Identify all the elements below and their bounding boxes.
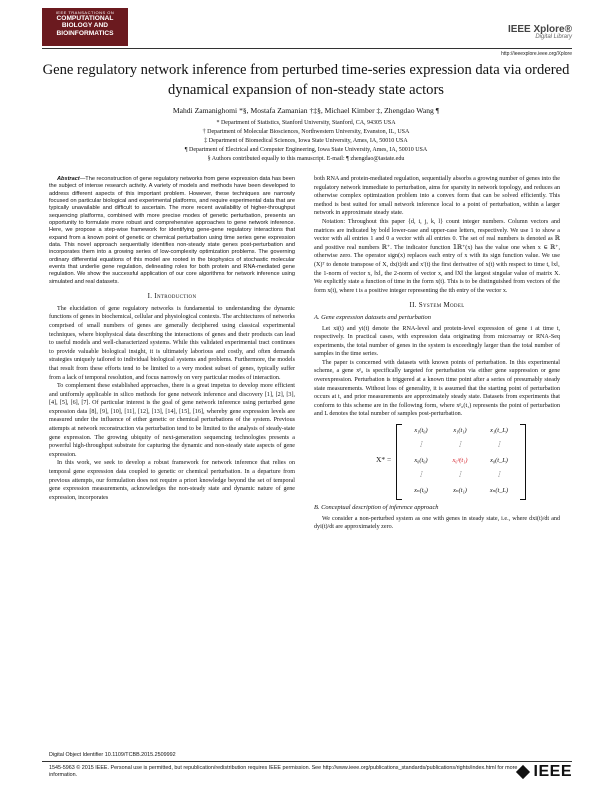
matrix-cell: x₀(t₀) — [414, 457, 428, 465]
footer-rule — [42, 761, 572, 762]
journal-logo-line: COMPUTATIONAL — [56, 15, 114, 22]
notation-paragraph: Notation: Throughout this paper {d, i, j, k, l} count integer numbers. Column vectors and matrices are indicated by bold lower-case and upper-case letters, respectively. We use 1 to show a vector with all entries 1 and 0 a vector with all entries 0. The set of real numbers is denoted as ℝ and positive real numbers ℝ⁺. The indicator function 𝟙ℝ⁺(x) has the value one when x ∈ ℝ⁺, otherwise zero. The operator sign(x) replaces each entry of x with its sign function value. We use (X)ᵀ to denote transpose of X, dx(t)/dt and xʹ(t) the first derivative of x(t) with respect to time t, ‖x‖₁ the 1-norm of vector x, ‖x‖₂ the 2-norm of vector x, and ‖X‖ the largest singular value of matrix X. We explicitly state a function of time in the form x(t). This is to be distinguished from vectors of the form x(t), where t is a positive integer representing the tth entry of the vector x. — [314, 218, 560, 294]
affiliations — [30, 119, 582, 164]
journal-logo-line: BIOINFORMATICS — [56, 29, 114, 37]
author-list: Mahdi Zamanighomi *§, Mostafa Zamanian †‡§, Michael Kimber ‡, Zhengdao Wang ¶ — [172, 106, 440, 115]
paragraph: To complement these established approaches, there is a great impetus to develop more efficient and uniformly applicable in silico methods for gene network inference and discovery [1], [2], [3], [4], [5], [6], [7]. Of particular interest is the goal of gene network inference using perturbed gene expression data [8], [9], [10], [11], [12], [13], [14], [15], [16], whereby gene expression levels are measured under the influence of either genetic or chemical perturbations of the system. Previous attempts at network reconstruction via perturbation tend to be limited to the analysis of steady-state gene expression. The growing ubiquity of next-generation sequencing technologies presents a powerful high-throughput substrate for capturing the dynamic and non-steady state aspects of gene expression. — [49, 383, 295, 458]
matrix-cell: x₁(t₀) — [414, 427, 428, 435]
header-rule — [42, 48, 572, 49]
matrix-cell: xₙ(t_L) — [489, 487, 509, 495]
matrix-row — [404, 457, 516, 466]
doi-line: Digital Object Identifier 10.1109/TCBB.2015.2509992 — [49, 752, 176, 758]
xplore-title: IEEE Xplore® — [507, 24, 572, 35]
ieee-diamond-icon — [515, 765, 529, 779]
paragraph: In this work, we seek to develop a robust framework for network inference that relies on temporal gene expression data coupled to genetic or chemical perturbation. In a departure from previous attempts, our formulation does not require a priori knowledge beyond the set of temporal gene expression measurements, acknowledges the non-steady state and dynamic nature of gene expression, incorporates — [49, 460, 295, 501]
matrix-right-bracket — [520, 424, 526, 500]
abstract-label: Abstract — [57, 176, 80, 182]
affiliation-line: * Department of Statistics, Stanford University, Stanford, CA, 94305 USA — [216, 120, 396, 126]
xplore-subtitle: Digital Library — [535, 34, 572, 40]
affiliation-line: † Department of Molecular Biosciences, Northwestern University, Evanston, IL, USA — [202, 129, 410, 135]
matrix-cell: xₙ(t₀) — [414, 487, 428, 495]
right-column — [314, 175, 560, 532]
matrix-cell: x₀(t_L) — [490, 457, 508, 465]
paragraph: We consider a non-perturbed system as one with genes in steady state, i.e., where dxi(t)/dt and dyi(t)/dt are approximately zero. — [314, 515, 560, 531]
subsection-heading: B. Conceptual description of inference approach — [314, 504, 439, 512]
matrix-left-bracket — [396, 424, 402, 500]
paragraph: Let xi(t) and yi(t) denote the RNA-level and protein-level expression of gene i at time t, respectively. In practical cases, with expression data originating from microarray or RNA-Seq experiments, the total number of genes in the system is exceedingly larger than the total number of samples in the time series. — [314, 325, 560, 358]
abstract — [49, 176, 295, 286]
ieee-logo — [518, 763, 572, 781]
data-matrix — [314, 423, 560, 501]
abstract-text: —The reconstruction of gene regulatory networks from gene expression data has been the subject of intense research activity. A variety of models and methods have been developed to address different aspects of this important problem. However, these techniques are narrowly focused on particular biological and experimental platforms, and require experimental data that are typically unavailable and difficult to ascertain. The more recent availability of higher-throughput sequencing platforms, combined with more precise modes of genetic perturbation, presents an opportunity to formulate more robust and comprehensive approaches to gene network inference. Here, we propose a step-wise framework for identifying gene-gene regulatory interactions that expand from a known point of genetic or chemical perturbation using time series gene expression data. This novel approach sequentially identifies non-steady state genes post-perturbation and incorporates them into a growing series of low-complexity optimization problems. The governing ordinary differential equations of this model are rooted in the biophysics of stochastic molecular events that underlie gene regulation, delineating roles for both protein and RNA-mediated gene regulation. We show the successful application of our core algorithms for network inference using simulated and real datasets. — [49, 176, 295, 285]
paper-title: Gene regulatory network inference from perturbed time-series expression data via ordered dynamical expansion of non-steady state actors — [42, 62, 570, 98]
section-heading-introduction: I. Introduction — [147, 292, 197, 301]
matrix-cell: x₁(t_L) — [490, 427, 508, 435]
affiliation-line: ¶ Department of Electrical and Computer Engineering, Iowa State University, Ames, IA, 50010 USA — [184, 147, 428, 153]
matrix-vdots-row: ⋮ ⋮ ⋮ — [417, 441, 503, 449]
paragraph: The elucidation of gene regulatory networks is fundamental to understanding the dynamic functions of genes in biochemical, cellular and physiological contexts. The architectures of networks comprised of small numbers of genes are generally deciphered using classical experimental techniques, where biophysical data describing the interactions of genes and their products can lead to useful models and well-characterized systems. While this validated experimental tract continues to provide valuable biological insight, it is ultimately laborious and costly, and often demands strategies uniquely tailored to individual biological systems and problems. Furthermore, the models that result from these efforts tend to be limited to a very modest subset of genes, typically suffer from a lack of temporal resolution, and focus narrowly on very particular modes of interaction. — [49, 305, 295, 381]
matrix-label: X* = — [376, 455, 392, 465]
header-url[interactable]: http://ieeexplore.ieee.org/Xplore — [501, 51, 572, 57]
matrix-vdots-row: ⋮ ⋮ ⋮ — [417, 471, 503, 479]
paragraph: The paper is concerned with datasets with known points of perturbation. In this experimental scheme, a gene xᵖ₀ is specifically targeted for perturbation via either gene suppression or gene overexpression. Perturbation is triggered at a known time point after a series of presumably steady state measurements. Without loss of generality, it is assumed that the starting point of perturbation occurs at t₁ and prior measurements are approximately steady state. Datasets from experiments that conform to this scheme are in the following form, where xᵖ₀(t₁) represents the point of perturbation and L denotes the total number of samples post-perturbation. — [314, 359, 560, 418]
paragraph: both RNA and protein-mediated regulation, sequentially absorbs a growing number of genes into the regulatory network immediate to perturbation, aims for sparsity in network topology, and reduces an otherwise complex optimization problem into a convex form that can be solved efficiently. This method is best suited for small network inference local to a point of perturbation, within a larger network in approximate steady state. — [314, 176, 560, 217]
journal-logo-line: BIOLOGY AND — [61, 22, 109, 30]
matrix-cell-perturbed: x₀ᵖ(t₁) — [452, 457, 468, 465]
section-heading-system-model: II. System Model — [409, 301, 465, 310]
matrix-cell: xₙ(t₁) — [453, 487, 467, 495]
journal-logo — [42, 8, 128, 46]
affiliation-line: ‡ Department of Biomedical Sciences, Iowa State University, Ames, IA, 50010 USA — [204, 138, 408, 144]
subsection-heading: A. Gene expression datasets and perturbation — [314, 313, 431, 321]
left-column — [49, 176, 295, 502]
ieee-xplore-logo — [508, 24, 572, 40]
matrix-row — [404, 487, 516, 496]
affiliation-line: § Authors contributed equally to this manuscript. E-mail: ¶ zhengdao@iastate.edu — [207, 156, 405, 162]
matrix-row — [404, 427, 516, 436]
matrix-cell: x₁(t₁) — [453, 427, 467, 435]
ieee-logo-text: IEEE — [533, 763, 572, 780]
journal-logo-top: IEEE TRANSACTIONS ON — [55, 10, 115, 15]
copyright-notice: 1545-5963 © 2015 IEEE. Personal use is permitted, but republication/redistribution requires IEEE permission. See http://www.ieee.org/publications_standards/publications/rights/index.html for more information. — [49, 765, 518, 779]
